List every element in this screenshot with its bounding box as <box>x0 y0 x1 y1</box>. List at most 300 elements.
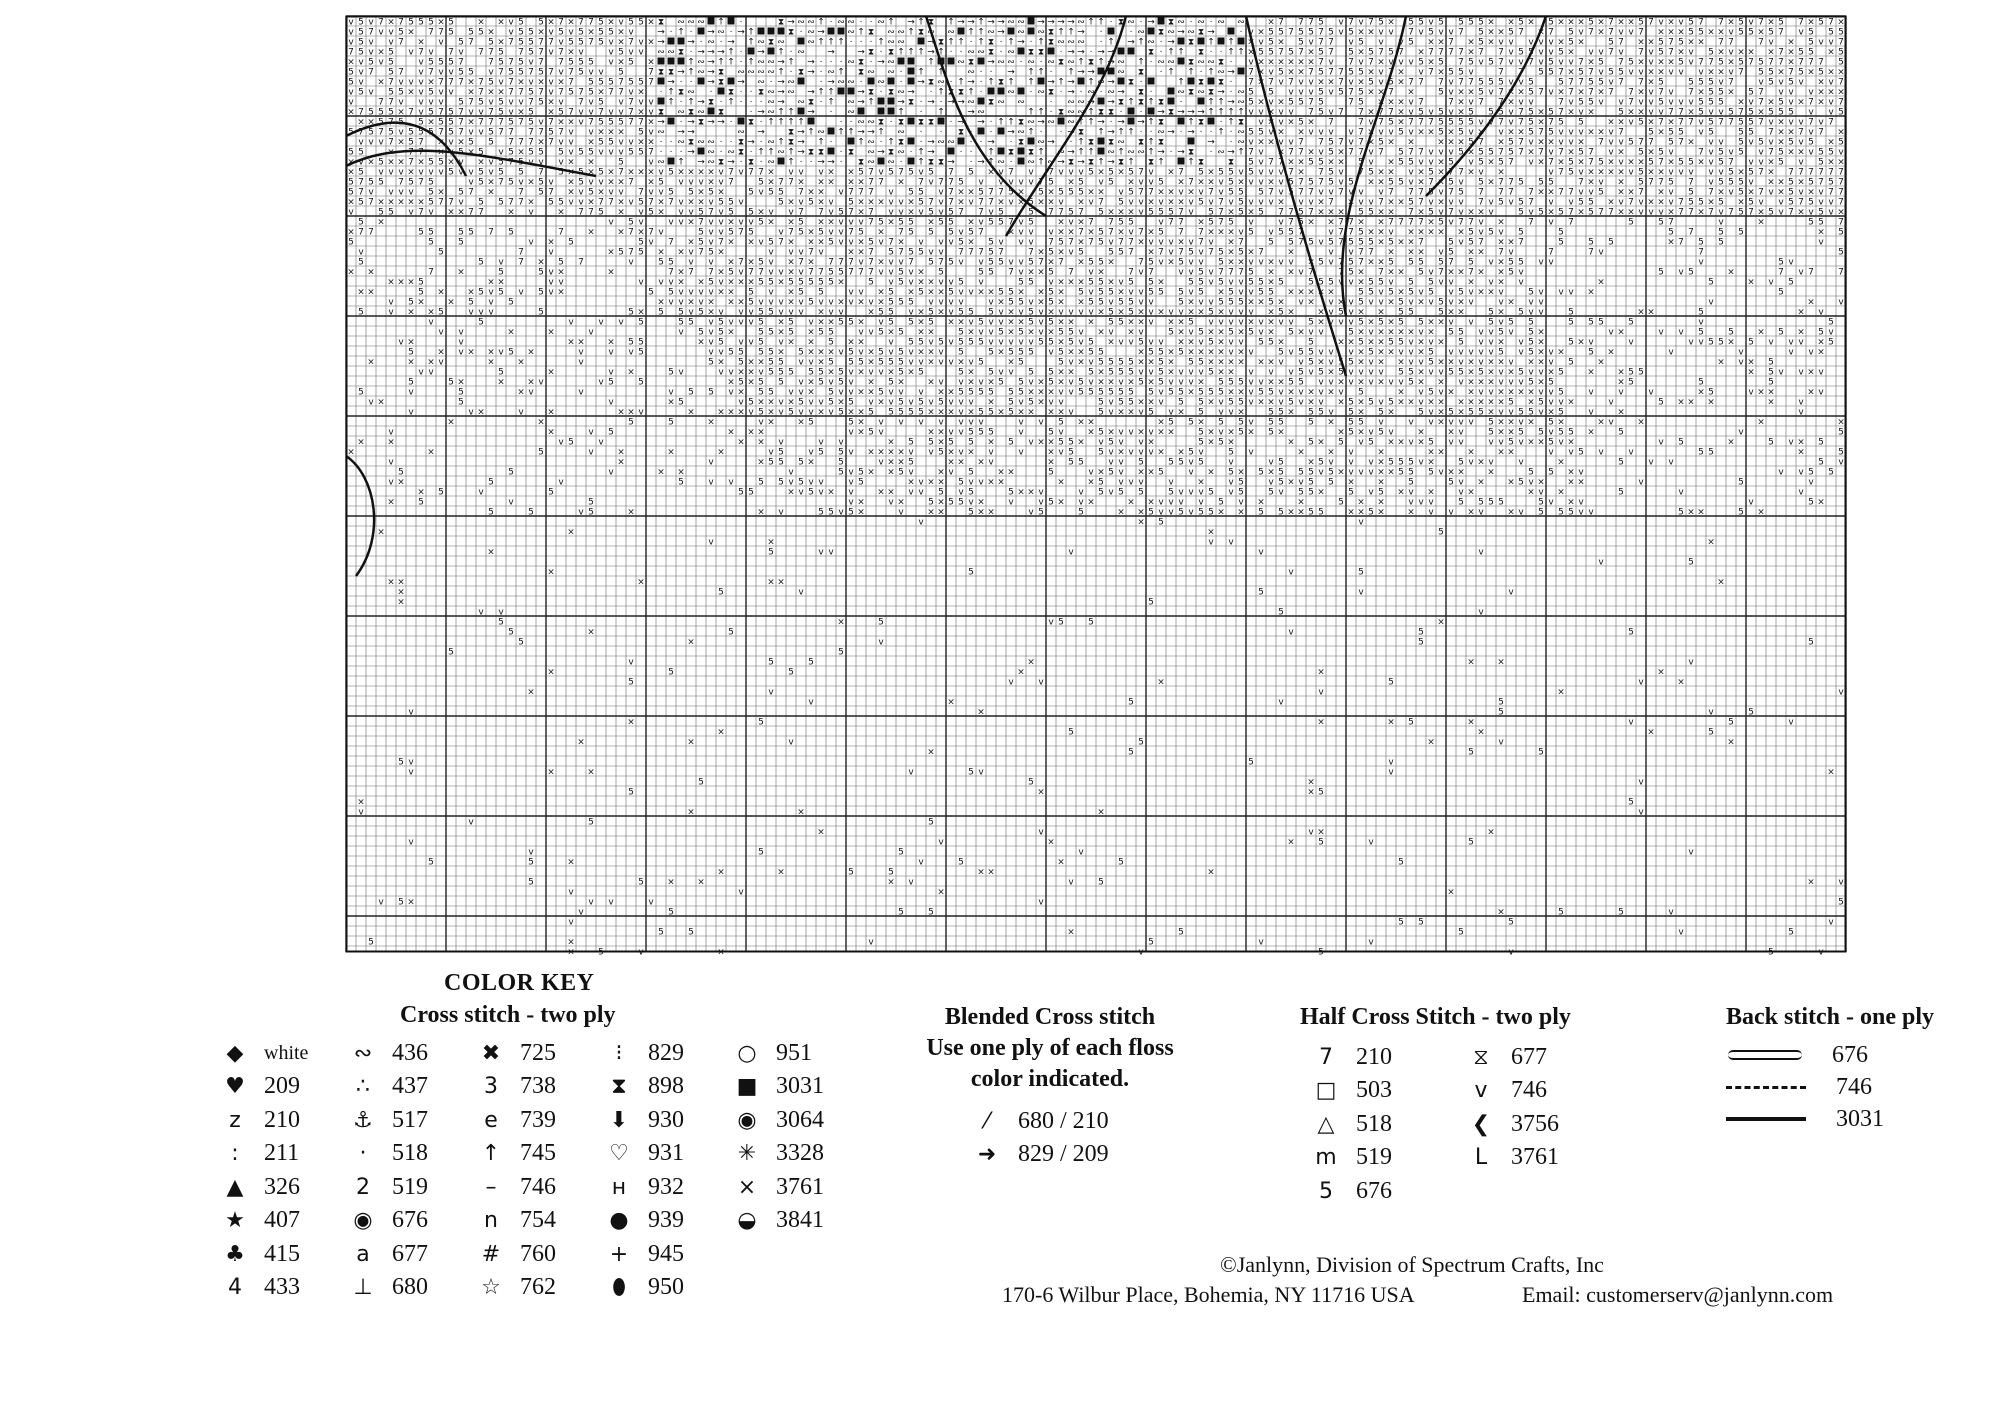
stitch-mark: v <box>1158 217 1164 228</box>
stitch-mark: v <box>588 427 594 438</box>
stitch-mark: 7 <box>628 97 634 108</box>
stitch-mark: 5 <box>808 417 814 428</box>
stitch-mark: v <box>918 167 924 178</box>
stitch-mark: ↑ <box>847 127 855 138</box>
stitch-mark: v <box>478 127 484 138</box>
stitch-mark: 5 <box>858 167 864 178</box>
stitch-mark: 5 <box>888 307 894 318</box>
stitch-mark: × <box>1057 287 1065 298</box>
stitch-mark: 7 <box>1718 37 1724 48</box>
stitch-mark: 5 <box>1678 437 1684 448</box>
stitch-mark: v <box>848 287 854 298</box>
stitch-mark: 5 <box>1528 127 1534 138</box>
stitch-mark: 7 <box>1818 57 1824 68</box>
stitch-mark: × <box>537 137 545 148</box>
stitch-mark: × <box>1287 287 1295 298</box>
stitch-mark: × <box>397 587 405 598</box>
stitch-mark: v <box>998 307 1004 318</box>
stitch-mark: 7 <box>1008 167 1014 178</box>
stitch-mark: 7 <box>1328 197 1334 208</box>
stitch-mark: × <box>1377 357 1385 368</box>
stitch-mark: ⧗ <box>757 87 765 98</box>
stitch-mark: 5 <box>1298 347 1304 358</box>
stitch-mark: 5 <box>1348 27 1354 38</box>
stitch-mark: → <box>1167 37 1175 48</box>
stitch-mark: × <box>1497 657 1505 668</box>
stitch-mark: v <box>1838 457 1844 468</box>
stitch-mark: × <box>927 277 935 288</box>
stitch-mark: 7 <box>388 97 394 108</box>
stitch-mark: 5 <box>1008 287 1014 298</box>
stitch-mark: ⧗ <box>787 137 795 148</box>
stitch-mark: 7 <box>548 37 554 48</box>
stitch-mark: 7 <box>1118 237 1124 248</box>
stitch-mark: × <box>697 167 705 178</box>
stitch-mark: 5 <box>1048 497 1054 508</box>
stitch-mark: 5 <box>878 617 884 628</box>
stitch-mark: 5 <box>588 187 594 198</box>
stitch-mark: × <box>1437 337 1445 348</box>
stitch-mark: v <box>1268 367 1274 378</box>
stitch-mark: 5 <box>1448 67 1454 78</box>
stitch-mark: ⧗ <box>717 157 725 168</box>
stitch-mark: × <box>1557 17 1565 28</box>
stitch-mark: 5 <box>1528 47 1534 58</box>
stitch-mark: × <box>1717 47 1725 58</box>
stitch-mark: × <box>1417 177 1425 188</box>
stitch-mark: 5 <box>1778 147 1784 158</box>
stitch-mark: v <box>1668 67 1674 78</box>
stitch-mark: v <box>578 347 584 358</box>
stitch-mark: v <box>888 257 894 268</box>
stitch-mark: 5 <box>1728 177 1734 188</box>
stitch-mark: 5 <box>918 397 924 408</box>
stitch-mark: 5 <box>588 87 594 98</box>
stitch-mark: 5 <box>918 247 924 258</box>
stitch-mark: v <box>948 357 954 368</box>
stitch-mark: × <box>737 367 745 378</box>
stitch-mark: ⧗ <box>927 17 935 28</box>
stitch-mark: v <box>438 357 444 368</box>
stitch-mark: × <box>857 177 865 188</box>
stitch-mark: × <box>547 17 555 28</box>
stitch-mark: v <box>838 237 844 248</box>
stitch-mark: 7 <box>1438 267 1444 278</box>
stitch-mark: 5 <box>658 177 664 188</box>
stitch-mark: 5 <box>1278 227 1284 238</box>
stitch-mark: v <box>898 417 904 428</box>
stitch-mark: ⧗ <box>1097 107 1105 118</box>
stitch-mark: 5 <box>1138 487 1144 498</box>
stitch-mark: × <box>1207 227 1215 238</box>
stitch-mark: 5 <box>458 97 464 108</box>
stitch-mark: 5 <box>1368 277 1374 288</box>
stitch-mark: × <box>977 457 985 468</box>
stitch-mark: ⧗ <box>917 27 925 38</box>
stitch-mark: 5 <box>908 317 914 328</box>
stitch-mark: 5 <box>908 167 914 178</box>
stitch-mark: v <box>578 507 584 518</box>
stitch-mark: 5 <box>1098 277 1104 288</box>
stitch-mark: × <box>1167 167 1175 178</box>
stitch-mark: v <box>1658 207 1664 218</box>
stitch-mark: 5 <box>1148 257 1154 268</box>
stitch-mark: × <box>1267 57 1275 68</box>
stitch-mark: ∾ <box>847 97 855 108</box>
stitch-mark: v <box>1018 227 1024 238</box>
stitch-mark: × <box>1757 417 1765 428</box>
stitch-mark: 5 <box>508 67 514 78</box>
stitch-mark: ∾ <box>887 37 895 48</box>
stitch-mark: v <box>1178 267 1184 278</box>
stitch-mark: 7 <box>1328 67 1334 78</box>
stitch-mark <box>1208 118 1215 125</box>
stitch-mark: ⧗ <box>957 87 965 98</box>
stitch-mark: × <box>927 427 935 438</box>
stitch-mark: 7 <box>1638 47 1644 58</box>
stitch-mark: ⧗ <box>887 47 895 58</box>
stitch-mark: 5 <box>1208 337 1214 348</box>
stitch-mark: → <box>1067 77 1075 88</box>
stitch-mark: × <box>817 307 825 318</box>
stitch-mark: ↑ <box>1117 127 1125 138</box>
stitch-mark: v <box>1168 247 1174 258</box>
stitch-mark: v <box>878 637 884 648</box>
stitch-mark: v <box>1648 457 1654 468</box>
stitch-mark: 7 <box>1518 137 1524 148</box>
stitch-mark: 5 <box>1758 57 1764 68</box>
stitch-mark: → <box>987 57 995 68</box>
stitch-mark: → <box>957 97 965 108</box>
stitch-mark: v <box>948 427 954 438</box>
stitch-mark: v <box>1388 757 1394 768</box>
stitch-mark: ↑ <box>1107 37 1115 48</box>
stitch-mark: 5 <box>1358 227 1364 238</box>
stitch-mark: 5 <box>808 487 814 498</box>
stitch-mark: v <box>1318 187 1324 198</box>
stitch-mark: 7 <box>1228 267 1234 278</box>
stitch-mark: v <box>708 237 714 248</box>
stitch-mark: · <box>1099 27 1103 38</box>
stitch-mark: 5 <box>1048 177 1054 188</box>
stitch-mark: × <box>607 177 615 188</box>
stitch-mark: ⧗ <box>917 117 925 128</box>
stitch-mark: v <box>1018 217 1024 228</box>
stitch-mark: × <box>1437 317 1445 328</box>
stitch-mark: v <box>348 17 354 28</box>
stitch-mark: ∾ <box>737 67 745 78</box>
stitch-mark: v <box>1058 387 1064 398</box>
stitch-mark: · <box>979 87 983 98</box>
stitch-mark: v <box>1768 117 1774 128</box>
stitch-mark: ↑ <box>1207 37 1215 48</box>
stitch-mark: × <box>377 197 385 208</box>
stitch-mark: × <box>1097 187 1105 198</box>
stitch-mark <box>668 58 675 65</box>
stitch-mark: × <box>1107 337 1115 348</box>
stitch-mark: × <box>997 297 1005 308</box>
stitch-mark: × <box>1507 87 1515 98</box>
stitch-mark: × <box>1037 197 1045 208</box>
stitch-mark: 5 <box>1488 107 1494 118</box>
stitch-mark: 5 <box>1098 207 1104 218</box>
stitch-mark: 5 <box>1418 637 1424 648</box>
stitch-mark: 5 <box>1358 237 1364 248</box>
stitch-mark: v <box>1778 87 1784 98</box>
stitch-mark: v <box>1798 27 1804 38</box>
stitch-mark: v <box>1178 187 1184 198</box>
stitch-mark <box>768 28 775 35</box>
stitch-mark: × <box>977 507 985 518</box>
stitch-mark: 5 <box>1078 457 1084 468</box>
stitch-mark: × <box>487 27 495 38</box>
stitch-mark: 7 <box>1028 247 1034 258</box>
stitch-mark: × <box>1177 327 1185 338</box>
stitch-mark: × <box>607 247 615 258</box>
stitch-mark: 5 <box>528 507 534 518</box>
stitch-mark: × <box>947 697 955 708</box>
stitch-mark: v <box>1018 427 1024 438</box>
stitch-mark: 5 <box>1528 287 1534 298</box>
stitch-mark: × <box>1267 317 1275 328</box>
stitch-mark: v <box>1278 317 1284 328</box>
stitch-mark: × <box>1537 187 1545 198</box>
stitch-mark: ⧗ <box>797 67 805 78</box>
stitch-mark: 5 <box>618 67 624 78</box>
stitch-mark: 5 <box>1298 467 1304 478</box>
stitch-mark: 5 <box>1718 147 1724 158</box>
stitch-mark: × <box>1167 347 1175 358</box>
stitch-mark: 5 <box>1128 697 1134 708</box>
stitch-mark: → <box>1207 137 1215 148</box>
stitch-mark: 5 <box>998 327 1004 338</box>
stitch-mark: 5 <box>1358 417 1364 428</box>
stitch-mark <box>998 128 1005 135</box>
stitch-mark: 5 <box>898 327 904 338</box>
stitch-mark: × <box>1157 277 1165 288</box>
stitch-mark: 5 <box>1328 27 1334 38</box>
stitch-mark: × <box>1497 397 1505 408</box>
stitch-mark: v <box>678 327 684 338</box>
stitch-mark: → <box>777 87 785 98</box>
stitch-mark: 5 <box>1228 297 1234 308</box>
stitch-mark: 7 <box>778 177 784 188</box>
stitch-mark: 5 <box>1418 317 1424 328</box>
stitch-mark: 7 <box>348 47 354 58</box>
stitch-mark: 7 <box>1448 167 1454 178</box>
stitch-mark: × <box>1587 287 1595 298</box>
stitch-mark: 7 <box>868 167 874 178</box>
stitch-mark: v <box>638 207 644 218</box>
stitch-mark: 5 <box>588 497 594 508</box>
stitch-mark: → <box>1157 147 1165 158</box>
stitch-mark: v <box>1118 277 1124 288</box>
stitch-mark <box>878 108 885 115</box>
stitch-mark: · <box>1129 27 1133 38</box>
stitch-mark: v <box>688 307 694 318</box>
stitch-mark: × <box>1357 497 1365 508</box>
stitch-mark: × <box>367 117 375 128</box>
stitch-mark: 7 <box>778 237 784 248</box>
stitch-mark: 5 <box>1468 747 1474 758</box>
stitch-mark: × <box>1387 247 1395 258</box>
stitch-mark: v <box>1238 307 1244 318</box>
stitch-mark: v <box>1708 297 1714 308</box>
stitch-mark: 5 <box>948 257 954 268</box>
stitch-mark: v <box>1198 487 1204 498</box>
stitch-mark: v <box>1018 447 1024 458</box>
stitch-mark: × <box>1517 87 1525 98</box>
stitch-mark: · <box>829 107 833 118</box>
stitch-mark: × <box>1667 17 1675 28</box>
stitch-mark: v <box>1088 287 1094 298</box>
stitch-mark: v <box>948 277 954 288</box>
stitch-mark: v <box>838 347 844 358</box>
stitch-mark: × <box>1577 337 1585 348</box>
stitch-mark: 5 <box>858 227 864 238</box>
stitch-mark: v <box>1188 327 1194 338</box>
stitch-mark: v <box>718 217 724 228</box>
stitch-mark: 7 <box>1318 177 1324 188</box>
stitch-mark: × <box>487 547 495 558</box>
stitch-mark: 5 <box>1068 727 1074 738</box>
stitch-mark: × <box>1297 507 1305 518</box>
stitch-mark: ↑ <box>807 127 815 138</box>
stitch-mark: 5 <box>1808 197 1814 208</box>
stitch-mark: 5 <box>1228 177 1234 188</box>
stitch-mark: ⧗ <box>1197 77 1205 88</box>
stitch-mark: v <box>788 167 794 178</box>
stitch-mark: v <box>1428 157 1434 168</box>
stitch-mark: 5 <box>1278 307 1284 318</box>
stitch-mark: 7 <box>1598 207 1604 218</box>
stitch-mark: ⧗ <box>1167 107 1175 118</box>
stitch-mark: ∾ <box>967 97 975 108</box>
stitch-mark: 7 <box>1688 117 1694 128</box>
stitch-mark: v <box>1668 187 1674 198</box>
stitch-mark: 5 <box>1038 507 1044 518</box>
stitch-mark: 5 <box>468 227 474 238</box>
stitch-mark: · <box>1209 147 1213 158</box>
stitch-mark: 5 <box>1778 157 1784 168</box>
stitch-mark: 5 <box>1268 87 1274 98</box>
stitch-mark: × <box>767 397 775 408</box>
stitch-mark: 5 <box>1458 457 1464 468</box>
stitch-mark: 5 <box>1368 437 1374 448</box>
stitch-mark: × <box>1767 17 1775 28</box>
stitch-mark: ∾ <box>957 57 965 68</box>
stitch-mark: ↑ <box>817 17 825 28</box>
stitch-mark: v <box>1148 337 1154 348</box>
stitch-mark: × <box>877 257 885 268</box>
stitch-mark: 5 <box>1388 257 1394 268</box>
stitch-mark: × <box>1487 287 1495 298</box>
stitch-mark: v <box>988 337 994 348</box>
stitch-mark: v <box>558 67 564 78</box>
stitch-mark: ⧗ <box>1157 117 1165 128</box>
stitch-mark: × <box>1637 157 1645 168</box>
stitch-mark: × <box>1397 197 1405 208</box>
stitch-mark: × <box>1297 157 1305 168</box>
stitch-mark: ⧗ <box>897 117 905 128</box>
stitch-mark: · <box>969 137 973 148</box>
stitch-mark: · <box>1159 67 1163 78</box>
stitch-mark: 5 <box>1678 57 1684 68</box>
stitch-mark: × <box>517 107 525 118</box>
stitch-mark: v <box>518 177 524 188</box>
stitch-mark: 5 <box>968 767 974 778</box>
stitch-mark: × <box>1537 27 1545 38</box>
stitch-mark: v <box>478 607 484 618</box>
stitch-mark: 5 <box>1378 487 1384 498</box>
stitch-mark: 5 <box>608 117 614 128</box>
stitch-mark: × <box>1457 407 1465 418</box>
stitch-mark: 5 <box>1698 197 1704 208</box>
stitch-mark: 5 <box>408 17 414 28</box>
stitch-mark: 7 <box>1298 237 1304 248</box>
stitch-mark: v <box>1468 127 1474 138</box>
stitch-mark: v <box>578 117 584 128</box>
stitch-mark: v <box>1428 497 1434 508</box>
stitch-mark: · <box>999 37 1003 48</box>
stitch-mark: v <box>1368 297 1374 308</box>
stitch-mark: v <box>1218 317 1224 328</box>
stitch-mark: × <box>767 407 775 418</box>
stitch-mark: v <box>1448 197 1454 208</box>
stitch-mark: 5 <box>848 397 854 408</box>
stitch-mark: 5 <box>988 257 994 268</box>
stitch-mark: × <box>1507 507 1515 518</box>
stitch-mark: v <box>1788 117 1794 128</box>
stitch-mark: v <box>1538 257 1544 268</box>
stitch-mark: 5 <box>478 197 484 208</box>
stitch-mark: 7 <box>1448 257 1454 268</box>
stitch-mark: 5 <box>1238 247 1244 258</box>
stitch-mark: × <box>387 277 395 288</box>
stitch-mark: 5 <box>1658 217 1664 228</box>
stitch-mark: 5 <box>348 67 354 78</box>
stitch-mark: 7 <box>1798 167 1804 178</box>
stitch-mark: v <box>1808 127 1814 138</box>
stitch-mark: v <box>1008 177 1014 188</box>
stitch-mark: v <box>718 307 724 318</box>
stitch-mark: × <box>1467 367 1475 378</box>
stitch-mark: v <box>828 547 834 558</box>
stitch-mark: 5 <box>408 297 414 308</box>
stitch-mark: v <box>1148 427 1154 438</box>
stitch-mark: 7 <box>1668 47 1674 58</box>
stitch-mark: 7 <box>748 167 754 178</box>
stitch-mark: 7 <box>1568 207 1574 218</box>
stitch-mark: ∾ <box>657 47 665 58</box>
stitch-mark: v <box>878 417 884 428</box>
stitch-mark: v <box>498 347 504 358</box>
stitch-mark: v <box>1278 77 1284 88</box>
stitch-mark: → <box>827 47 835 58</box>
stitch-mark: 5 <box>1458 367 1464 378</box>
stitch-mark: v <box>708 227 714 238</box>
stitch-mark: × <box>497 37 505 48</box>
stitch-mark: 5 <box>1728 717 1734 728</box>
stitch-mark: 5 <box>578 37 584 48</box>
stitch-mark: v <box>1448 87 1454 98</box>
stitch-mark: → <box>1177 107 1185 118</box>
stitch-mark: 5 <box>1668 227 1674 238</box>
stitch-mark: × <box>1377 327 1385 338</box>
stitch-mark: × <box>1037 437 1045 448</box>
stitch-mark: v <box>388 477 394 488</box>
stitch-mark: 5 <box>618 117 624 128</box>
